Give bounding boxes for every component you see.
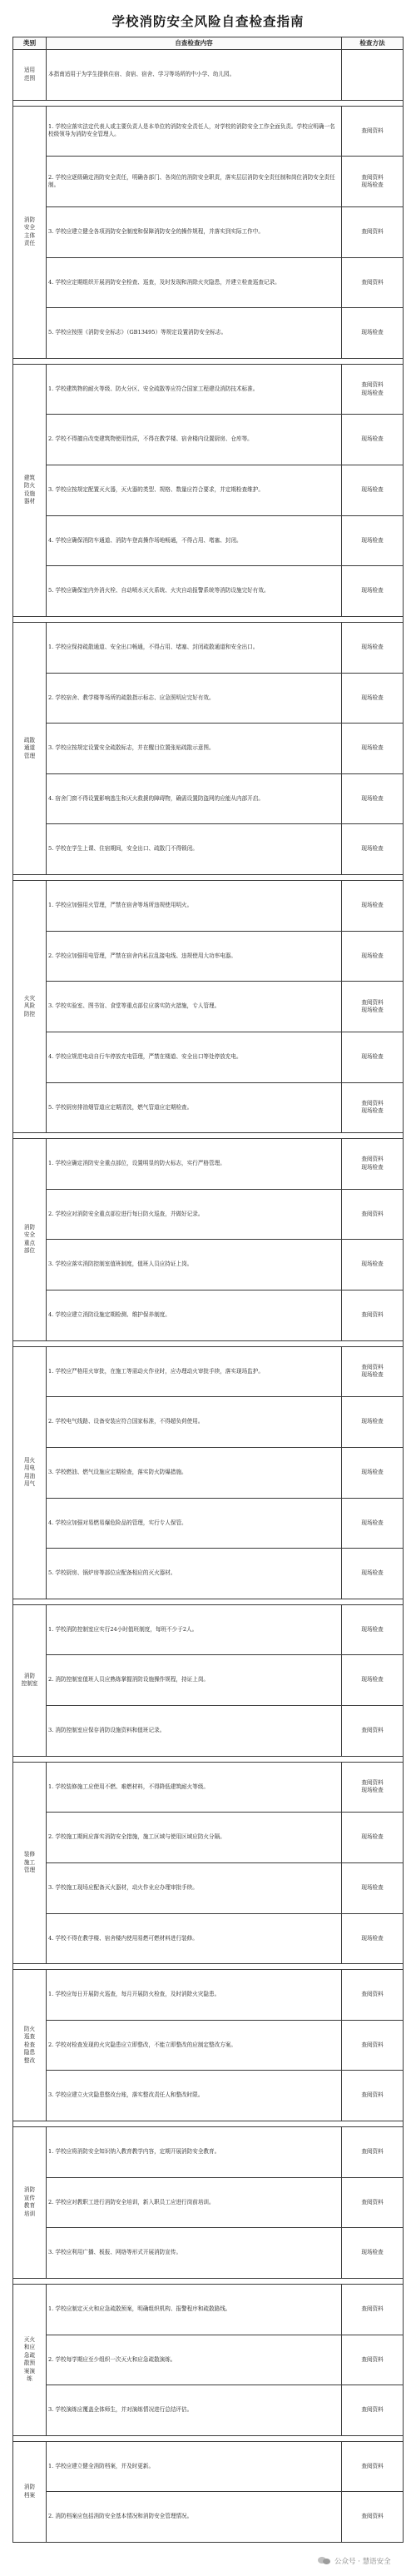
content-cell: 1. 学校应制定灭火和应急疏散预案，明确组织机构、报警程序和疏散路线。 <box>47 2284 342 2335</box>
table-row <box>13 2071 404 2121</box>
table-row <box>13 824 404 875</box>
section-separator <box>13 1964 404 1970</box>
table-row <box>13 881 404 932</box>
section-separator-cell <box>13 1756 404 1762</box>
table-row <box>13 1913 404 1964</box>
table-row <box>13 1604 404 1655</box>
method-cell: 查阅资料 现场检查 <box>342 1346 404 1397</box>
content-cell: 4. 学校应加强对易燃易爆危险品的管理，实行专人保管。 <box>47 1498 342 1549</box>
table-row <box>13 1082 404 1133</box>
method-cell: 现场检查 <box>342 1498 404 1549</box>
content-cell: 1. 学校应落实法定代表人或主要负责人是本单位的消防安全责任人，对学校的消防安全工作全面负责。学校应明确一名校级领导为消防安全管理人。 <box>47 106 342 157</box>
section-separator-cell <box>13 1599 404 1604</box>
table-row <box>13 1189 404 1240</box>
method-cell: 现场检查 <box>342 724 404 774</box>
section-separator <box>13 1756 404 1762</box>
method-cell: 查阅资料 <box>342 2020 404 2071</box>
content-cell: 2. 学校施工期间应落实消防安全措施，施工区域与使用区域应防火分隔。 <box>47 1813 342 1863</box>
content-cell: 5. 学校厨房、锅炉房等部位应配备相应的灭火器材。 <box>47 1549 342 1599</box>
method-cell: 查阅资料 现场检查 <box>342 1762 404 1813</box>
method-cell: 查阅资料 <box>342 1189 404 1240</box>
section-separator <box>13 358 404 364</box>
section-separator-cell <box>13 1340 404 1346</box>
table-row <box>13 1139 404 1190</box>
content-cell: 4. 宿舍门窗不得设置影响逃生和灭火救援的障碍物，确需设置防盗网的应能从内部开启。 <box>47 773 342 824</box>
content-cell: 5. 学校在学生上课、住宿期间，安全出口、疏散门不得锁闭。 <box>47 824 342 875</box>
method-cell: 查阅资料 <box>342 2284 404 2335</box>
table-row <box>13 415 404 465</box>
method-cell: 查阅资料 现场检查 <box>342 982 404 1032</box>
content-cell: 1. 学校应保持疏散通道、安全出口畅通，不得占用、堵塞、封闭疏散通道和安全出口。 <box>47 622 342 673</box>
content-cell: 2. 消防控制室值班人员应熟练掌握消防设施操作规程，持证上岗。 <box>47 1655 342 1706</box>
method-cell: 查阅资料 <box>342 2441 404 2492</box>
table-row <box>13 1290 404 1341</box>
wechat-icon <box>318 2556 331 2566</box>
method-cell: 现场检查 <box>342 515 404 566</box>
table-row <box>13 566 404 617</box>
method-cell: 查阅资料 <box>342 2177 404 2228</box>
method-cell: 查阅资料 <box>342 2127 404 2178</box>
content-cell: 2. 学校每学期应至少组织一次灭火和应急疏散演练。 <box>47 2335 342 2385</box>
method-cell: 查阅资料 <box>342 2385 404 2436</box>
method-cell: 现场检查 <box>342 1032 404 1082</box>
category-cell: 火灾 风险 防控 <box>13 881 47 1133</box>
section-separator-cell <box>13 2435 404 2441</box>
section-separator <box>13 1599 404 1604</box>
table-row <box>13 673 404 724</box>
section-separator <box>13 1340 404 1346</box>
content-cell: 3. 学校应按规定设置安全疏散标志，并在醒目位置张贴疏散示意图。 <box>47 724 342 774</box>
table-row <box>13 2127 404 2178</box>
category-cell: 灭火 和应 急疏 散预 案演 练 <box>13 2284 47 2435</box>
table-row <box>13 1549 404 1599</box>
content-cell: 2. 学校宿舍、教学楼等场所的疏散指示标志、应急照明应完好有效。 <box>47 673 342 724</box>
table-row <box>13 2177 404 2228</box>
content-cell: 3. 学校应利用广播、板报、网络等形式开展消防宣传。 <box>47 2228 342 2279</box>
method-cell: 查阅资料 <box>342 2492 404 2543</box>
table-row <box>13 206 404 257</box>
watermark <box>318 2553 416 2569</box>
category-cell: 装修 施工 管理 <box>13 1762 47 1964</box>
method-cell: 查阅资料 <box>342 106 404 157</box>
content-cell: 1. 学校应严格用火审批，在施工等需动火作业时，应办理动火审批手续，落实现场监护。 <box>47 1346 342 1397</box>
header-method: 检查方法 <box>342 37 404 50</box>
method-cell: 查阅资料 <box>342 2335 404 2385</box>
content-cell: 3. 学校应按规定配置灭火器，灭火器的类型、规格、数量应符合要求，并定期检查维护。 <box>47 465 342 516</box>
table-row <box>13 2385 404 2436</box>
section-separator-cell <box>13 358 404 364</box>
method-cell: 现场检查 <box>342 2228 404 2279</box>
table-row <box>13 364 404 415</box>
content-cell: 4. 学校不得在教学楼、宿舍楼内使用易燃可燃材料进行装修。 <box>47 1913 342 1964</box>
method-cell: 查阅资料 <box>342 1706 404 1757</box>
content-cell: 2. 学校应对教职工进行消防安全培训，新入职员工应进行岗前培训。 <box>47 2177 342 2228</box>
method-cell: 现场检查 <box>342 415 404 465</box>
method-cell: 现场检查 <box>342 1397 404 1448</box>
table-row <box>13 982 404 1032</box>
method-cell: 查阅资料 现场检查 <box>342 157 404 207</box>
method-cell: 查阅资料 <box>342 257 404 308</box>
table-row <box>13 2492 404 2543</box>
table-row <box>13 465 404 516</box>
content-cell: 2. 消防档案应包括消防安全基本情况和消防安全管理情况。 <box>47 2492 342 2543</box>
document-title: 学校消防安全风险自查检查指南 <box>111 14 305 29</box>
table-header-row <box>13 37 404 50</box>
content-cell: 2. 学校对检查发现的火灾隐患应立即整改，不能立即整改的应制定整改方案。 <box>47 2020 342 2071</box>
section-separator-cell <box>13 100 404 106</box>
table-row <box>13 1970 404 2021</box>
method-cell: 查阅资料 现场检查 <box>342 364 404 415</box>
table-row <box>13 106 404 157</box>
table-row <box>13 622 404 673</box>
category-cell: 消防 安全 重点 部位 <box>13 1139 47 1341</box>
table-row <box>13 1447 404 1498</box>
section-separator <box>13 2278 404 2284</box>
table-row <box>13 1498 404 1549</box>
table-row <box>13 1240 404 1290</box>
table-row <box>13 1706 404 1757</box>
content-cell: 本指南适用于为学生提供住宿、食宿、宿舍、学习等场所的中小学、幼儿园。 <box>47 50 342 101</box>
category-cell: 防火 巡查 检查 隐患 整改 <box>13 1970 47 2121</box>
table-row <box>13 931 404 982</box>
category-cell: 消防 控制室 <box>13 1604 47 1756</box>
method-cell: 现场检查 <box>342 881 404 932</box>
table-row <box>13 515 404 566</box>
content-cell: 1. 学校应将消防安全知识纳入教育教学内容，定期开展消防安全教育。 <box>47 2127 342 2178</box>
content-cell: 1. 学校建筑物的耐火等级、防火分区、安全疏散等应符合国家工程建设消防技术标准。 <box>47 364 342 415</box>
content-cell: 3. 消防控制室应保存消防设施资料和值班记录。 <box>47 1706 342 1757</box>
table-row <box>13 2284 404 2335</box>
method-cell: 查阅资料 <box>342 1290 404 1341</box>
category-cell: 适用 范围 <box>13 50 47 101</box>
content-cell: 2. 学校电气线路、设备安装应符合国家标准，不得超负荷使用。 <box>47 1397 342 1448</box>
content-cell: 1. 学校应每日开展防火巡查，每月开展防火检查，及时消除火灾隐患。 <box>47 1970 342 2021</box>
category-cell: 建筑 防火 设施 器材 <box>13 364 47 616</box>
content-cell: 2. 学校应逐级确定消防安全责任，明确各部门、各岗位的消防安全职责，落实层层消防安全责任制和岗位消防安全责任制。 <box>47 157 342 207</box>
section-separator-cell <box>13 1133 404 1139</box>
category-cell: 消防 宣传 教育 培训 <box>13 2127 47 2279</box>
method-cell: 查阅资料 现场检查 <box>342 1082 404 1133</box>
section-separator <box>13 2435 404 2441</box>
method-cell: 现场检查 <box>342 1240 404 1290</box>
section-separator <box>13 616 404 622</box>
method-cell: 现场检查 <box>342 1813 404 1863</box>
content-cell: 3. 学校施工现场应配备灭火器材，动火作业应办理审批手续。 <box>47 1862 342 1913</box>
checklist-table <box>12 37 404 2543</box>
section-separator <box>13 875 404 881</box>
table-row <box>13 773 404 824</box>
content-cell: 3. 学校实验室、图书馆、食堂等重点部位应落实防火措施，专人管理。 <box>47 982 342 1032</box>
content-cell: 5. 学校应确保室内外消火栓、自动喷水灭火系统、火灾自动报警系统等消防设施完好有效。 <box>47 566 342 617</box>
content-cell: 4. 学校应建立消防设施定期检测、维护保养制度。 <box>47 1290 342 1341</box>
table-row <box>13 2441 404 2492</box>
section-separator <box>13 1133 404 1139</box>
content-cell: 3. 学校应建立健全各项消防安全制度和保障消防安全的操作规程，并落实到实际工作中。 <box>47 206 342 257</box>
watermark-text: 公众号 · 慧语安全 <box>334 2558 391 2566</box>
table-body <box>13 50 404 2543</box>
content-cell: 4. 学校应定期组织开展消防安全检查、巡查，及时发现和消除火灾隐患，并建立检查巡查记录。 <box>47 257 342 308</box>
header-category: 类别 <box>13 37 47 50</box>
method-cell: 查阅资料 现场检查 <box>342 1139 404 1190</box>
section-separator-cell <box>13 2278 404 2284</box>
content-cell: 4. 学校应规范电动自行车停放充电管理，严禁在楼道、安全出口等处停放充电。 <box>47 1032 342 1082</box>
section-separator <box>13 100 404 106</box>
method-cell: 现场检查 <box>342 1913 404 1964</box>
content-cell: 3. 学校燃油、燃气设施应定期检查，落实防火防爆措施。 <box>47 1447 342 1498</box>
table-row <box>13 257 404 308</box>
content-cell: 5. 学校厨房排油烟管道应定期清洗，燃气管道应定期检查。 <box>47 1082 342 1133</box>
method-cell: 现场检查 <box>342 1549 404 1599</box>
content-cell: 5. 学校应按照《消防安全标志》（GB13495）等规定设置消防安全标志。 <box>47 308 342 359</box>
method-cell: 现场检查 <box>342 773 404 824</box>
category-cell: 消防 档案 <box>13 2441 47 2542</box>
method-cell: 现场检查 <box>342 1862 404 1913</box>
content-cell: 2. 学校应加强用电管理，严禁在宿舍内私拉乱接电线、违规使用大功率电器。 <box>47 931 342 982</box>
method-cell: 现场检查 <box>342 622 404 673</box>
content-cell: 3. 学校演练应覆盖全体师生，并对演练情况进行总结评估。 <box>47 2385 342 2436</box>
method-cell: 现场检查 <box>342 673 404 724</box>
section-separator <box>13 2121 404 2127</box>
header-content: 自查检查内容 <box>47 37 342 50</box>
method-cell: 查阅资料 <box>342 1970 404 2021</box>
method-cell: 现场检查 <box>342 1655 404 1706</box>
content-cell: 1. 学校应加强用火管理，严禁在宿舍等场所违规使用明火。 <box>47 881 342 932</box>
method-cell: 现场检查 <box>342 1447 404 1498</box>
table-row <box>13 2020 404 2071</box>
method-cell: 现场检查 <box>342 566 404 617</box>
table-row <box>13 1762 404 1813</box>
section-separator-cell <box>13 616 404 622</box>
method-cell: 查阅资料 <box>342 206 404 257</box>
table-row <box>13 2228 404 2279</box>
content-cell: 4. 学校应确保消防车通道、消防车登高操作场地畅通，不得占用、堵塞、封闭。 <box>47 515 342 566</box>
category-cell: 用火 用电 用油 用气 <box>13 1346 47 1599</box>
content-cell: 3. 学校应建立火灾隐患整改台账，落实整改责任人和整改时限。 <box>47 2071 342 2121</box>
method-cell: 现场检查 <box>342 465 404 516</box>
method-cell: 现场检查 <box>342 931 404 982</box>
method-cell: 查阅资料 <box>342 2071 404 2121</box>
content-cell: 2. 学校应对消防安全重点部位进行每日防火巡查，并做好记录。 <box>47 1189 342 1240</box>
content-cell: 1. 学校应确定消防安全重点部位，设置明显的防火标志，实行严格管理。 <box>47 1139 342 1190</box>
category-cell: 疏散 通道 管理 <box>13 622 47 874</box>
content-cell: 3. 学校应落实消防控制室值班制度，值班人员应持证上岗。 <box>47 1240 342 1290</box>
section-separator-cell <box>13 875 404 881</box>
content-cell: 2. 学校不得擅自改变建筑物使用性质，不得在教学楼、宿舍楼内设置厨房、仓库等。 <box>47 415 342 465</box>
method-cell: 现场检查 <box>342 824 404 875</box>
table-row <box>13 1346 404 1397</box>
table-row <box>13 1813 404 1863</box>
content-cell: 1. 学校消防控制室应实行24小时值班制度，每班不少于2人。 <box>47 1604 342 1655</box>
method-cell: 现场检查 <box>342 1604 404 1655</box>
method-cell: 现场检查 <box>342 308 404 359</box>
table-row <box>13 1032 404 1082</box>
method-cell <box>342 50 404 101</box>
table-row <box>13 2335 404 2385</box>
content-cell: 1. 学校装修施工应使用不燃、难燃材料，不得降低建筑耐火等级。 <box>47 1762 342 1813</box>
content-cell: 1. 学校应建立健全消防档案，并及时更新。 <box>47 2441 342 2492</box>
section-separator-cell <box>13 2121 404 2127</box>
table-row <box>13 308 404 359</box>
table-row <box>13 1655 404 1706</box>
table-row <box>13 724 404 774</box>
table-row <box>13 157 404 207</box>
table-row <box>13 1862 404 1913</box>
category-cell: 消防 安全 主体 责任 <box>13 106 47 358</box>
section-separator-cell <box>13 1964 404 1970</box>
table-row <box>13 50 404 101</box>
table-row <box>13 1397 404 1448</box>
